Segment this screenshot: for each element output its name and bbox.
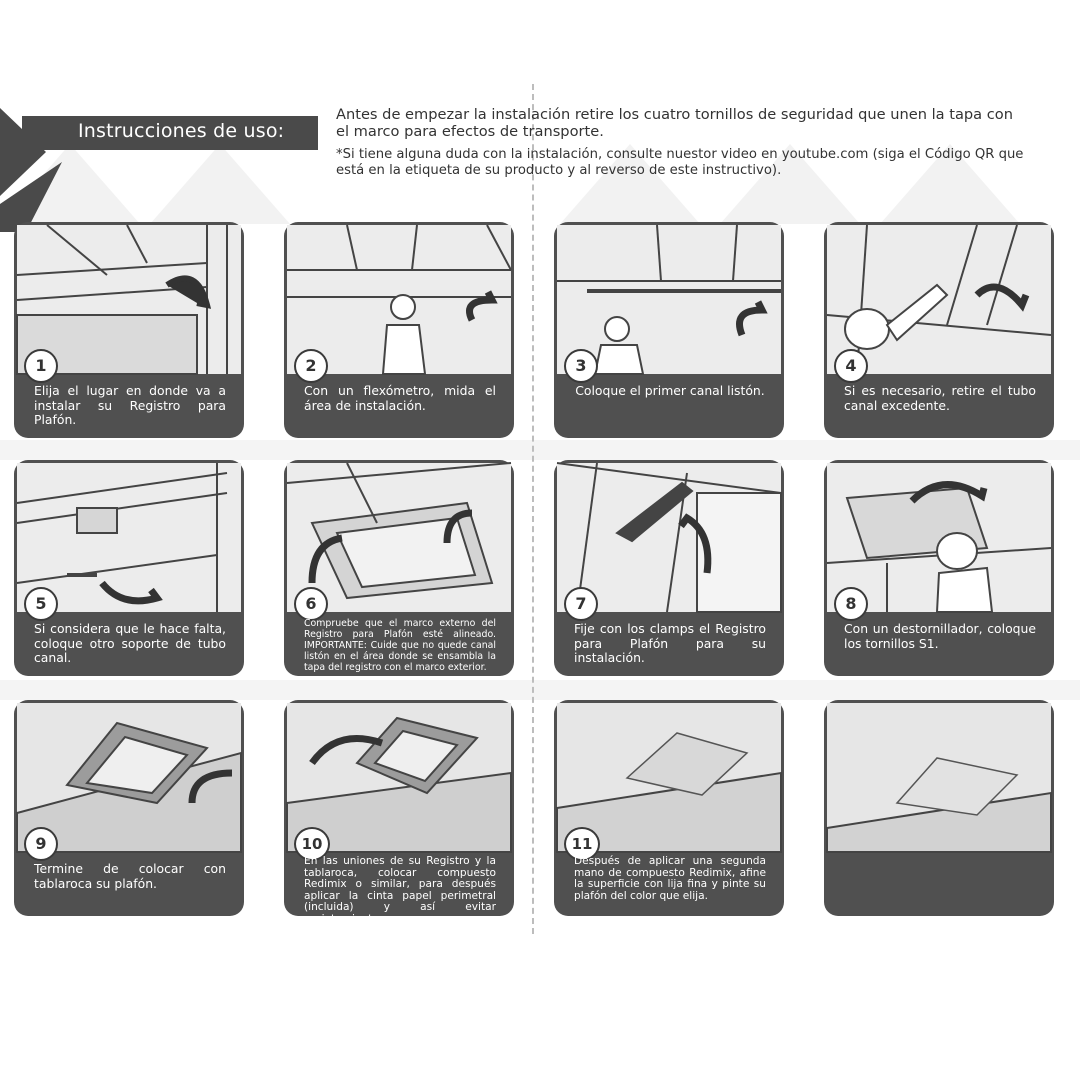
step-number: 11 <box>564 827 600 861</box>
step-caption: Si es necesario, retire el tubo canal excedente. <box>844 383 1036 413</box>
step-number: 4 <box>834 349 868 383</box>
center-dashed-divider <box>532 84 534 934</box>
step-number: 3 <box>564 349 598 383</box>
page-title: Instrucciones de uso: <box>78 120 285 142</box>
step-caption: Compruebe que el marco externo del Registro para Plafón esté alineado. IMPORTANTE: Cuide que no quede canal listón en el área donde se ensambla la tapa del registro con el marco exterior. <box>304 618 496 673</box>
step-card-4 <box>824 222 1054 438</box>
step-card-5 <box>14 460 244 676</box>
step-card-11 <box>554 700 784 916</box>
step-caption: Con un destornillador, coloque los tornillos S1. <box>844 621 1036 651</box>
step-number: 9 <box>24 827 58 861</box>
step-number: 7 <box>564 587 598 621</box>
step-card-2 <box>284 222 514 438</box>
step-caption: Después de aplicar una segunda mano de compuesto Redimix, afine la superficie con lija fina y pinte su plafón del color que elija. <box>574 855 766 902</box>
step-illustration <box>827 703 1051 852</box>
background-pattern-band-low <box>0 680 1080 700</box>
help-note: *Si tiene alguna duda con la instalación, consulte nuestor video en youtube.com (siga el Código QR que está en la etiqueta de su producto y al reverso de este instructivo). <box>336 147 1024 178</box>
step-card-final <box>824 700 1054 916</box>
step-card-9 <box>14 700 244 916</box>
step-number: 2 <box>294 349 328 383</box>
step-number: 6 <box>294 587 328 621</box>
step-card-1 <box>14 222 244 438</box>
step-card-3 <box>554 222 784 438</box>
step-number: 10 <box>294 827 330 861</box>
step-caption: Coloque el primer canal listón. <box>575 383 765 398</box>
step-caption: Fije con los clamps el Registro para Plafón para su instalación. <box>574 621 766 666</box>
step-number: 1 <box>24 349 58 383</box>
step-number: 8 <box>834 587 868 621</box>
step-card-10 <box>284 700 514 925</box>
step-caption: Con un flexómetro, mida el área de instalación. <box>304 383 496 413</box>
step-card-8 <box>824 460 1054 676</box>
background-pattern-band-mid <box>0 440 1080 460</box>
step-number: 5 <box>24 587 58 621</box>
step-caption: Si considera que le hace falta, coloque otro soporte de tubo canal. <box>34 621 226 666</box>
step-caption: Termine de colocar con tablaroca su plafón. <box>34 861 226 891</box>
step-caption: Elija el lugar en donde va a instalar su Registro para Plafón. <box>34 383 226 428</box>
step-card-7 <box>554 460 784 676</box>
step-caption: En las uniones de su Registro y la tablaroca, colocar compuesto Redimix o similar, para después aplicar la cinta papel perimetral (incluida) y así evitar agrietamientos. <box>304 855 496 925</box>
intro-text: Antes de empezar la instalación retire los cuatro tornillos de seguridad que unen la tapa con el marco para efectos de transporte. <box>336 106 1013 140</box>
step-card-6 <box>284 460 514 676</box>
